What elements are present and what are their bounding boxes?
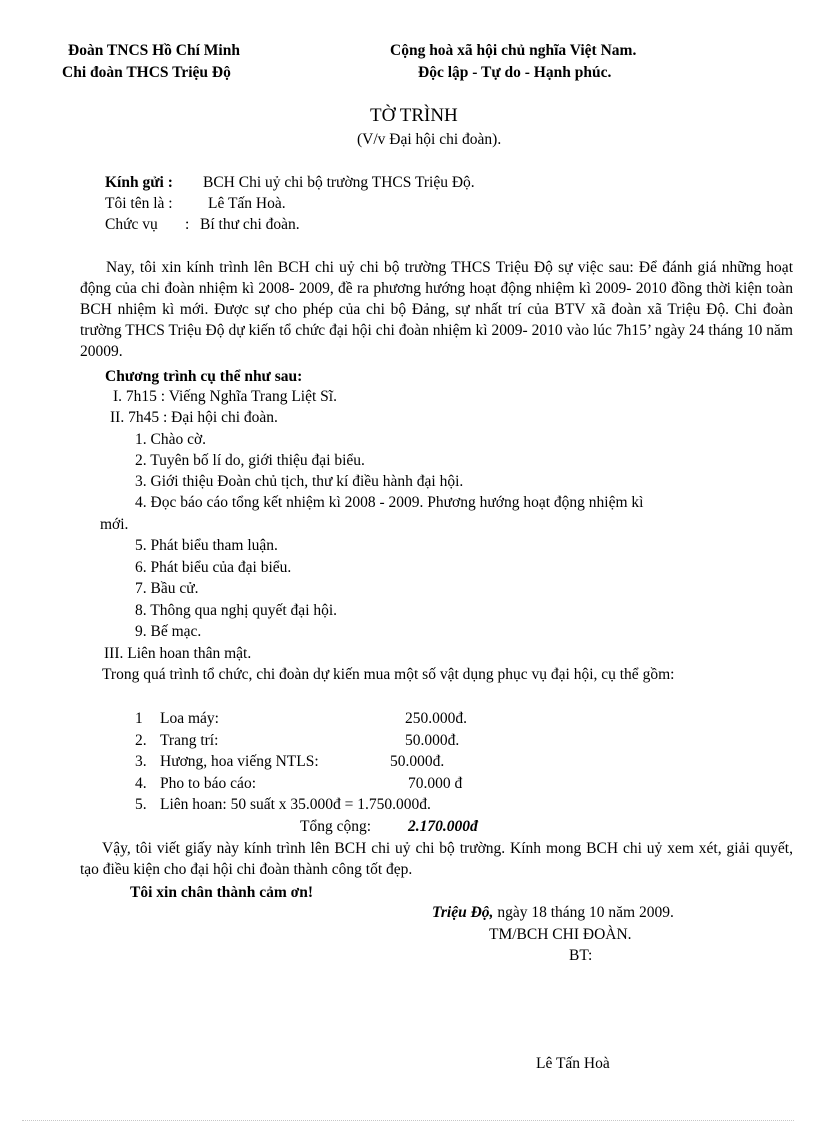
total-label: Tổng cộng: [300,818,372,835]
signature-role: BT: [569,947,593,964]
name-value: Lê Tấn Hoà. [208,195,286,212]
program-item: 8. Thông qua nghị quyết đại hội. [135,602,338,619]
position-value: Bí thư chi đoàn. [200,216,300,233]
purchase-amount: 50.000đ. [405,732,460,749]
purchase-amount: 50.000đ. [390,753,445,770]
program-item: 9. Bế mạc. [135,623,202,640]
program-section-1: I. 7h15 : Viếng Nghĩa Trang Liệt Sĩ. [113,388,337,405]
program-item-continuation: mới. [100,516,129,533]
purchase-item: Liên hoan: 50 suất x 35.000đ = 1.750.000đ. [160,796,431,813]
thanks-line: Tôi xin chân thành cảm ơn! [130,884,313,901]
purchase-item: Loa máy: [160,710,219,727]
closing-paragraph: Vậy, tôi viết giấy này kính trình lên BCH chi uỷ chi bộ trường. Kính mong BCH chi uỷ xem xét, giải quyết, tạo điều kiện cho đại hội chi đoàn thành công tốt đẹp. [80,840,793,878]
purchase-num: 4. [135,775,147,792]
program-item: 3. Giới thiệu Đoàn chủ tịch, thư kí điều hành đại hội. [135,473,464,490]
purchase-num: 1 [135,710,143,727]
program-item: 6. Phát biểu của đại biểu. [135,559,292,576]
nation-motto-line1: Cộng hoà xã hội chủ nghĩa Việt Nam. [390,42,637,59]
program-item: 4. Đọc báo cáo tổng kết nhiệm kì 2008 - 2009. Phương hướng hoạt động nhiệm kì [135,494,644,511]
signature-org: TM/BCH CHI ĐOÀN. [489,926,632,943]
program-item: 1. Chào cờ. [135,431,207,448]
name-label: Tôi tên là : [105,195,173,212]
purchase-num: 3. [135,753,147,770]
intro-paragraph: Nay, tôi xin kính trình lên BCH chi uỷ chi bộ trường THCS Triệu Độ sự việc sau: Để đánh giá những hoạt động của chi đoàn nhiệm kì 2008- 2009, đề ra phương hướng hoạt động nhiệm kì 2009- 2010 đồng thời kiện toàn BCH nhiệm kì mới. Được sự cho phép của chi bộ Đảng, sự nhất trí của BTV xã đoàn xã Triệu Độ. Chi đoàn trường THCS Triệu Độ dự kiến tổ chức đại hội chi đoàn nhiệm kì 2009- 2010 vào lúc 7h15’ ngày 24 tháng 10 năm 20009. [80,259,793,360]
program-item: 7. Bầu cử. [135,580,199,597]
purchase-item: Pho to báo cáo: [160,775,256,792]
to-value: BCH Chi uỷ chi bộ trường THCS Triệu Độ. [203,174,475,191]
to-label: Kính gửi : [105,174,173,191]
purchase-amount: 70.000 đ [408,775,463,792]
purchase-amount: 250.000đ. [405,710,467,727]
program-item: 2. Tuyên bố lí do, giới thiệu đại biểu. [135,452,365,469]
purchase-num: 5. [135,796,147,813]
nation-motto-line2: Độc lập - Tự do - Hạnh phúc. [418,64,612,81]
page-bottom-divider [22,1120,794,1121]
total-value: 2.170.000đ [408,818,478,835]
program-heading: Chương trình cụ thể như sau: [105,368,303,385]
purchase-item: Trang trí: [160,732,219,749]
position-label: Chức vụ [105,216,158,233]
purchase-item: Hương, hoa viếng NTLS: [160,753,319,770]
document-title: TỜ TRÌNH [370,105,458,126]
signature-date: ngày 18 tháng 10 năm 2009. [493,904,674,921]
purchase-paragraph: Trong quá trình tổ chức, chi đoàn dự kiến mua một số vật dụng phục vụ đại hội, cụ thể gồm: [102,666,675,683]
org-name-line1: Đoàn TNCS Hồ Chí Minh [68,42,240,59]
purchase-row [135,708,143,729]
org-name-line2: Chi đoàn THCS Triệu Độ [62,64,231,81]
document-subtitle: (V/v Đại hội chi đoàn). [357,131,502,148]
program-section-3: III. Liên hoan thân mật. [104,645,252,662]
purchase-num: 2. [135,732,147,749]
program-section-2: II. 7h45 : Đại hội chi đoàn. [110,409,278,426]
signature-place: Triệu Độ, [432,904,494,921]
signature-date-line [432,902,674,923]
position-colon: : [185,216,190,233]
signature-name: Lê Tấn Hoà [536,1055,610,1072]
program-item: 5. Phát biểu tham luận. [135,537,278,554]
